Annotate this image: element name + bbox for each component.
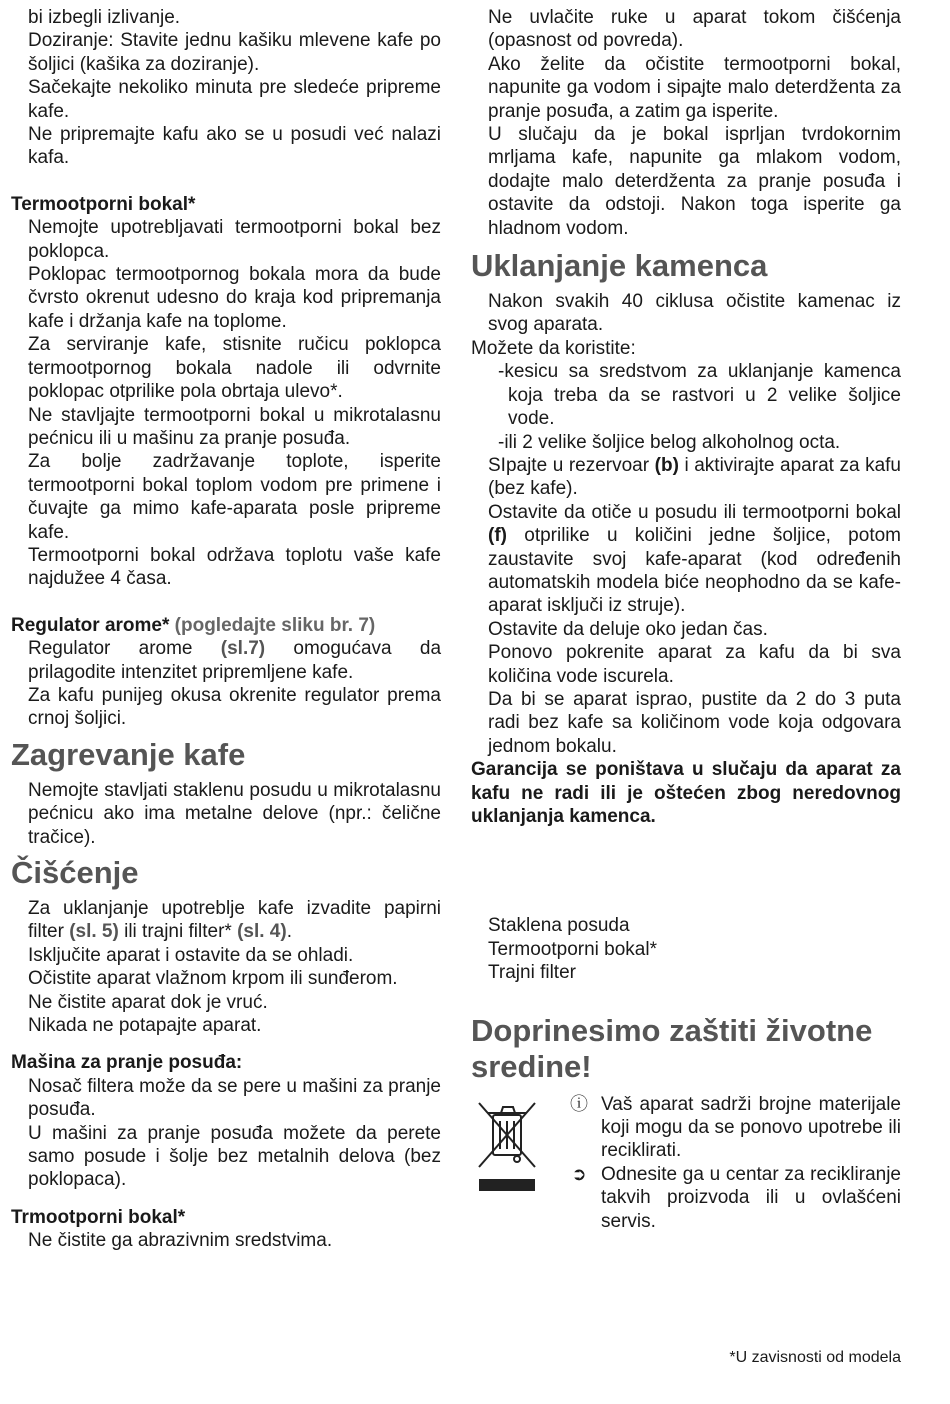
aroma-title: Regulator arome* bbox=[11, 614, 170, 636]
paragraph: Možete da koristite: bbox=[471, 337, 636, 359]
paragraph: U mašini za pranje posuđa možete da perete samo posude i šolje bez metalnih delova (bez poklopaca). bbox=[28, 1122, 441, 1191]
paragraph: Ostavite da deluje oko jedan čas. bbox=[488, 618, 768, 640]
warranty-warning: Garancija se poništava u slučaju da aparat za kafu ne radi ili je oštećen zbog neredovnog uklanjanja kamenca. bbox=[471, 759, 901, 827]
section-subtitle-dishwasher: Mašina za pranje posuđa: bbox=[11, 1052, 243, 1074]
figure-ref: (sl.7) bbox=[220, 638, 266, 660]
paragraph: Poklopac termootpornog bokala mora da bude čvrsto okrenut udesno do kraja kod pripremanja kafe i držanja kafe na toplome. bbox=[28, 264, 441, 332]
paragraph: U slučaju da je bokal isprljan tvrdokornim mrljama kafe, napunite ga mlakom vodom, dodajte malo deterdženta za pranje posuđa i ostavite da odstoji. Nakon toga isperite ga hladnom vodom. bbox=[488, 124, 901, 239]
list-item: Trajni filter bbox=[488, 962, 576, 984]
paragraph: Da bi se aparat isprao, pustite da 2 do 3 puta radi bez kafe sa količinom vode koja odgovara jednom bokalu. bbox=[488, 688, 901, 757]
paragraph: Termootporni bokal održava toplotu vaše kafe najdužee 4 časa. bbox=[28, 544, 441, 590]
environment-block bbox=[471, 1093, 901, 1233]
footnote: *U zavisnosti od modela bbox=[729, 1349, 901, 1366]
heading-heating: Zagrevanje kafe bbox=[11, 736, 246, 772]
paragraph: Ponovo pokrenite aparat za kafu da bi sva količina vode iscurela. bbox=[488, 642, 901, 687]
paragraph: Nemojte upotrebljavati termootporni bokal bez poklopca. bbox=[28, 217, 441, 262]
text-run: ili trajni filter* bbox=[124, 921, 232, 943]
paragraph bbox=[471, 501, 901, 618]
paragraph: Sačekajte nekoliko minuta pre sledeće pripreme kafe. bbox=[28, 77, 441, 122]
section-subtitle-thermo-clean: Trmootporni bokal* bbox=[11, 1206, 186, 1228]
left-column bbox=[11, 6, 441, 1253]
text-run: Za uklanjanje upotreblje kafe izvadite papirni filter bbox=[28, 898, 441, 943]
paragraph: Za bolje zadržavanje toplote, isperite termootporni bokal toplom vodom pre primene i čuvajte ga mimo kafe-aparata posle pripreme kafe. bbox=[28, 451, 441, 543]
figure-ref: (f) bbox=[488, 525, 507, 547]
heading-cleaning: Čišćenje bbox=[11, 855, 139, 890]
heading-descaling: Uklanjanje kamenca bbox=[471, 248, 768, 284]
heading-environment: Doprinesimo zaštiti životne sredine! bbox=[471, 1012, 873, 1084]
paragraph: Ne pripremajte kafu ako se u posudi već nalazi kafa. bbox=[28, 124, 441, 169]
paragraph: Ne stavljajte termootporni bokal u mikrotalasnu pećnicu ili u mašinu za pranje posuđa. bbox=[28, 404, 441, 449]
paragraph bbox=[11, 897, 441, 944]
figure-ref: (b) bbox=[654, 454, 679, 476]
list-item: Staklena posuda bbox=[488, 915, 630, 937]
figure-ref: (sl. 5) bbox=[69, 921, 119, 943]
paragraph: Isključite aparat i ostavite da se ohladi. bbox=[28, 944, 354, 966]
list-item: Termootporni bokal* bbox=[488, 938, 657, 960]
paragraph bbox=[471, 454, 901, 501]
paragraph: Vaš aparat sadrži brojne materijale koji mogu da se ponovo upotrebe ili reciklirati. bbox=[601, 1093, 901, 1162]
paragraph: Odnesite ga u centar za recikliranje takvih proizvoda ili u ovlašćeni servis. bbox=[601, 1163, 901, 1232]
info-icon: ⓘ bbox=[570, 1093, 588, 1114]
list-item: -ili 2 velike šoljice belog alkoholnog octa. bbox=[498, 431, 841, 453]
paragraph: Nosač filtera može da se pere u mašini za pranje posuđa. bbox=[28, 1075, 441, 1121]
paragraph bbox=[11, 637, 441, 684]
paragraph: Za serviranje kafe, stisnite ručicu poklopca termootpornog bokala nadole ili odvrnite poklopac otprilike pola obrtaja ulevo*. bbox=[28, 334, 441, 403]
weee-crossed-bin-icon bbox=[471, 1093, 557, 1233]
paragraph: Za kafu punijeg okusa okrenite regulator prema crnoj šoljici. bbox=[28, 684, 441, 730]
paragraph: Ako želite da očistite termootporni bokal, napunite ga vodom i sipajte malo deterdženta za pranje posuđa, a zatim ga isperite. bbox=[488, 53, 901, 122]
arrow-icon: ➲ bbox=[571, 1163, 587, 1184]
paragraph: Ne čistite aparat dok je vruć. bbox=[28, 991, 268, 1013]
text-run: i aktivirajte aparat za kafu (bez kafe). bbox=[488, 454, 902, 500]
list-item: -kesicu sa sredstvom za uklanjanje kamenca koja treba da se rastvori u 2 velike šoljice vode. bbox=[498, 361, 901, 430]
section-subtitle-thermo: Termootporni bokal* bbox=[11, 193, 196, 215]
text-run: SIpajte u rezervoar bbox=[488, 454, 650, 476]
figure-ref: (sl. 4) bbox=[237, 921, 287, 943]
paragraph: bi izbegli izlivanje. bbox=[28, 7, 181, 28]
aroma-figure-ref: (pogledajte sliku br. 7) bbox=[174, 614, 376, 636]
text-run: Ostavite da otiče u posudu ili termootporni bokal bbox=[488, 501, 901, 523]
text-run: omogućava da prilagodite intenzitet pripremljene kafe. bbox=[28, 638, 442, 683]
paragraph: Ne uvlačite ruke u aparat tokom čišćenja (opasnost od povreda). bbox=[488, 7, 901, 52]
paragraph: Doziranje: Stavite jednu kašiku mlevene kafe po šoljici (kašika za doziranje). bbox=[28, 30, 441, 75]
text-run: Regulator arome bbox=[28, 638, 193, 660]
paragraph: Ne čistite ga abrazivnim sredstvima. bbox=[28, 1230, 333, 1252]
paragraph: Nakon svakih 40 ciklusa očistite kamenac iz svog aparata. bbox=[488, 291, 901, 336]
right-column bbox=[471, 6, 901, 1233]
text-run: otprilike u količini jedne šoljice, potom zaustavite svoj kafe-aparat (kod određenih automatskih modela biće neophodno da se kafe-aparat isključi iz struje). bbox=[488, 525, 901, 617]
paragraph: Nikada ne potapajte aparat. bbox=[28, 1015, 262, 1037]
section-subtitle-aroma bbox=[11, 614, 441, 637]
paragraph: Očistite aparat vlažnom krpom ili sunđerom. bbox=[28, 968, 398, 990]
text-run: . bbox=[286, 921, 292, 943]
paragraph: Nemojte stavljati staklenu posudu u mikrotalasnu pećnicu ako ima metalne delove (npr.: čelične tračice). bbox=[28, 779, 441, 848]
